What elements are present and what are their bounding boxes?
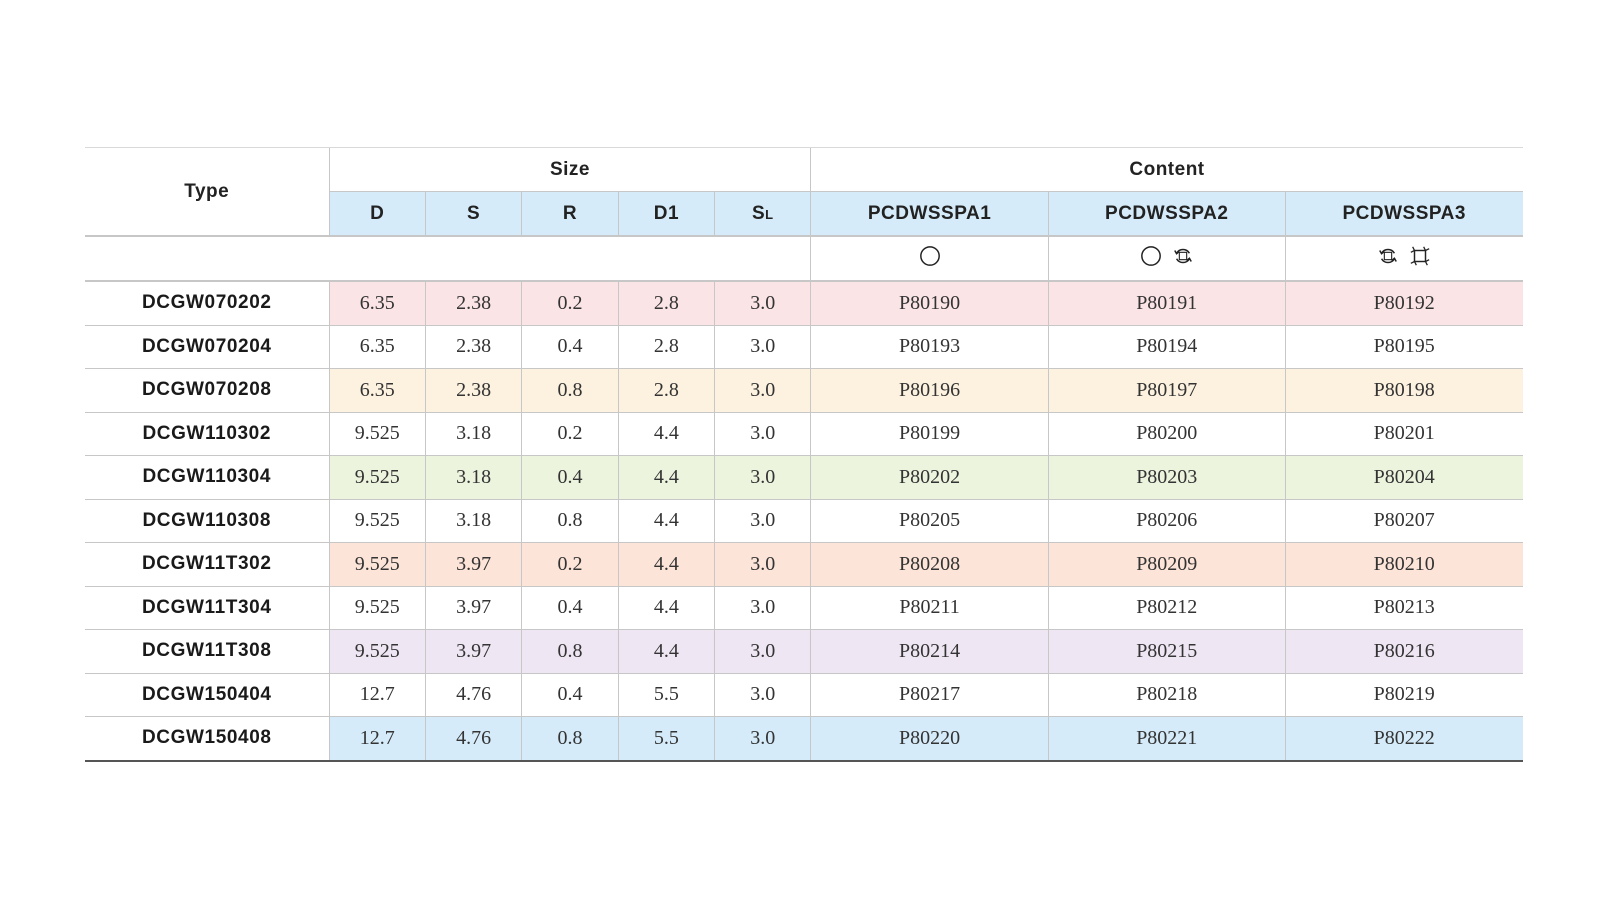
table-row — [85, 325, 1523, 369]
cell-d1: 4.4 — [618, 586, 714, 630]
cell-d1: 4.4 — [618, 630, 714, 674]
col-header-d: D — [329, 192, 425, 237]
col-header-d1: D1 — [618, 192, 714, 237]
cell-pcdwsspa3: P80219 — [1285, 673, 1522, 717]
cell-d: 12.7 — [329, 717, 425, 761]
cell-pcdwsspa1: P80202 — [811, 456, 1048, 500]
table-row — [85, 499, 1523, 543]
circle-icon — [1140, 245, 1162, 267]
cell-sl: 3.0 — [715, 499, 811, 543]
type-header: Type — [85, 148, 329, 237]
cell-s: 4.76 — [425, 673, 521, 717]
cell-s: 3.18 — [425, 499, 521, 543]
cell-pcdwsspa1: P80214 — [811, 630, 1048, 674]
cell-pcdwsspa2: P80221 — [1048, 717, 1285, 761]
cell-pcdwsspa1: P80205 — [811, 499, 1048, 543]
cell-s: 2.38 — [425, 281, 521, 325]
cell-d1: 2.8 — [618, 281, 714, 325]
cell-pcdwsspa2: P80203 — [1048, 456, 1285, 500]
cell-pcdwsspa3: P80192 — [1285, 281, 1522, 325]
cell-pcdwsspa1: P80208 — [811, 543, 1048, 587]
cell-sl: 3.0 — [715, 586, 811, 630]
cell-type: DCGW110304 — [85, 456, 329, 500]
cell-d1: 2.8 — [618, 369, 714, 413]
cell-pcdwsspa1: P80217 — [811, 673, 1048, 717]
cell-r: 0.4 — [522, 673, 618, 717]
cell-type: DCGW110308 — [85, 499, 329, 543]
cell-r: 0.2 — [522, 281, 618, 325]
header-row-groups — [85, 148, 1523, 192]
cell-type: DCGW11T308 — [85, 630, 329, 674]
cell-sl: 3.0 — [715, 281, 811, 325]
square-arrows-icon — [1409, 245, 1431, 267]
icon-row — [85, 236, 1523, 281]
cell-s: 3.97 — [425, 630, 521, 674]
cell-sl: 3.0 — [715, 412, 811, 456]
cell-type: DCGW070202 — [85, 281, 329, 325]
table-row — [85, 717, 1523, 761]
cell-pcdwsspa2: P80215 — [1048, 630, 1285, 674]
table-row — [85, 673, 1523, 717]
icon-cell-pcdwsspa2 — [1048, 236, 1285, 281]
cell-pcdwsspa1: P80211 — [811, 586, 1048, 630]
cell-sl: 3.0 — [715, 543, 811, 587]
cell-d1: 4.4 — [618, 499, 714, 543]
cell-d: 6.35 — [329, 325, 425, 369]
cell-sl: 3.0 — [715, 717, 811, 761]
cell-r: 0.4 — [522, 325, 618, 369]
cell-pcdwsspa3: P80201 — [1285, 412, 1522, 456]
cell-pcdwsspa3: P80198 — [1285, 369, 1522, 413]
cell-pcdwsspa2: P80200 — [1048, 412, 1285, 456]
cell-type: DCGW150408 — [85, 717, 329, 761]
cell-sl: 3.0 — [715, 630, 811, 674]
col-header-pcdwsspa2: PCDWSSPA2 — [1048, 192, 1285, 237]
cell-d: 9.525 — [329, 456, 425, 500]
cell-pcdwsspa3: P80210 — [1285, 543, 1522, 587]
cell-type: DCGW070204 — [85, 325, 329, 369]
icon-cell-pcdwsspa3 — [1285, 236, 1522, 281]
cell-d1: 5.5 — [618, 717, 714, 761]
cell-r: 0.4 — [522, 586, 618, 630]
size-group-header: Size — [329, 148, 811, 192]
table-row — [85, 281, 1523, 325]
table-row — [85, 586, 1523, 630]
cell-type: DCGW110302 — [85, 412, 329, 456]
cell-pcdwsspa3: P80204 — [1285, 456, 1522, 500]
cell-pcdwsspa2: P80191 — [1048, 281, 1285, 325]
cell-d: 9.525 — [329, 586, 425, 630]
icon-cell-pcdwsspa1 — [811, 236, 1048, 281]
icon-row-blank — [85, 236, 811, 281]
cell-pcdwsspa3: P80213 — [1285, 586, 1522, 630]
cell-d: 6.35 — [329, 281, 425, 325]
cell-d: 12.7 — [329, 673, 425, 717]
rotate-arrows-icon — [1172, 245, 1194, 267]
cell-pcdwsspa2: P80209 — [1048, 543, 1285, 587]
product-table — [85, 147, 1523, 762]
cell-r: 0.4 — [522, 456, 618, 500]
cell-d1: 4.4 — [618, 543, 714, 587]
cell-d1: 5.5 — [618, 673, 714, 717]
cell-r: 0.8 — [522, 369, 618, 413]
cell-s: 3.97 — [425, 586, 521, 630]
cell-s: 2.38 — [425, 369, 521, 413]
cell-type: DCGW11T304 — [85, 586, 329, 630]
table-row — [85, 630, 1523, 674]
col-header-r: R — [522, 192, 618, 237]
cell-d: 9.525 — [329, 412, 425, 456]
cell-d1: 4.4 — [618, 412, 714, 456]
col-header-s: S — [425, 192, 521, 237]
cell-s: 3.97 — [425, 543, 521, 587]
table-row — [85, 412, 1523, 456]
cell-pcdwsspa2: P80194 — [1048, 325, 1285, 369]
cell-pcdwsspa3: P80207 — [1285, 499, 1522, 543]
cell-d: 9.525 — [329, 543, 425, 587]
cell-pcdwsspa1: P80220 — [811, 717, 1048, 761]
cell-d: 9.525 — [329, 630, 425, 674]
cell-sl: 3.0 — [715, 369, 811, 413]
circle-icon — [919, 245, 941, 267]
cell-pcdwsspa1: P80190 — [811, 281, 1048, 325]
cell-d: 6.35 — [329, 369, 425, 413]
cell-type: DCGW070208 — [85, 369, 329, 413]
content-group-header: Content — [811, 148, 1523, 192]
cell-r: 0.8 — [522, 499, 618, 543]
cell-d1: 4.4 — [618, 456, 714, 500]
cell-r: 0.2 — [522, 412, 618, 456]
cell-d: 9.525 — [329, 499, 425, 543]
cell-pcdwsspa3: P80195 — [1285, 325, 1522, 369]
cell-d1: 2.8 — [618, 325, 714, 369]
cell-r: 0.2 — [522, 543, 618, 587]
cell-s: 4.76 — [425, 717, 521, 761]
cell-type: DCGW11T302 — [85, 543, 329, 587]
rotate-arrows-icon — [1377, 245, 1399, 267]
table-row — [85, 543, 1523, 587]
cell-pcdwsspa1: P80196 — [811, 369, 1048, 413]
col-header-pcdwsspa3: PCDWSSPA3 — [1285, 192, 1522, 237]
cell-pcdwsspa1: P80199 — [811, 412, 1048, 456]
table-row — [85, 456, 1523, 500]
cell-pcdwsspa2: P80197 — [1048, 369, 1285, 413]
cell-sl: 3.0 — [715, 325, 811, 369]
cell-pcdwsspa2: P80218 — [1048, 673, 1285, 717]
cell-s: 3.18 — [425, 456, 521, 500]
cell-sl: 3.0 — [715, 673, 811, 717]
cell-s: 2.38 — [425, 325, 521, 369]
cell-pcdwsspa2: P80206 — [1048, 499, 1285, 543]
cell-r: 0.8 — [522, 630, 618, 674]
cell-pcdwsspa1: P80193 — [811, 325, 1048, 369]
cell-pcdwsspa3: P80222 — [1285, 717, 1522, 761]
cell-s: 3.18 — [425, 412, 521, 456]
product-table-container — [85, 147, 1520, 762]
cell-r: 0.8 — [522, 717, 618, 761]
table-row — [85, 369, 1523, 413]
cell-sl: 3.0 — [715, 456, 811, 500]
col-header-pcdwsspa1: PCDWSSPA1 — [811, 192, 1048, 237]
cell-pcdwsspa3: P80216 — [1285, 630, 1522, 674]
cell-pcdwsspa2: P80212 — [1048, 586, 1285, 630]
col-header-sl: SL — [715, 192, 811, 237]
cell-type: DCGW150404 — [85, 673, 329, 717]
